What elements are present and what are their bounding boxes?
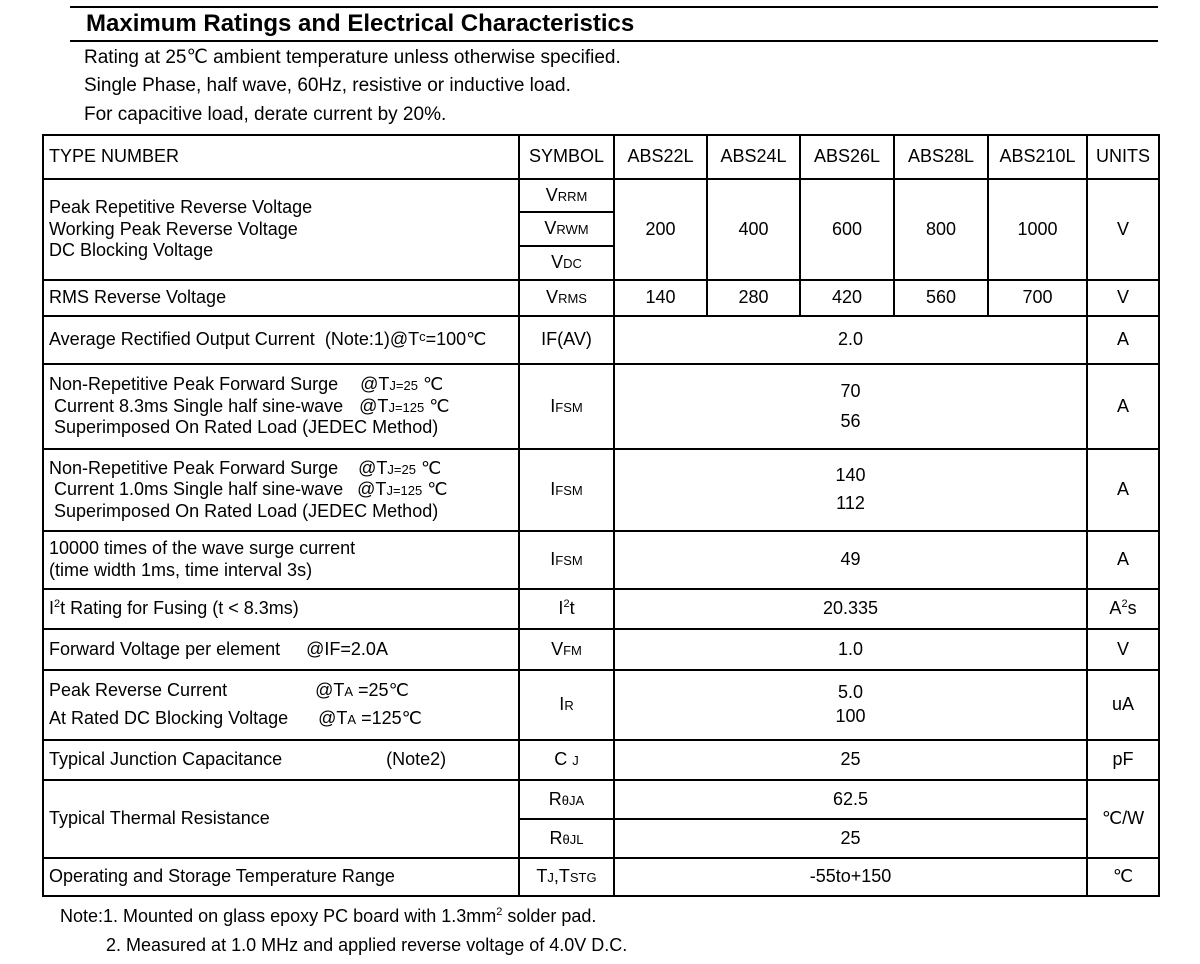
value-cell: 49 [614,531,1087,589]
avg-current-row [43,316,1159,364]
value-cell: 1000 [988,179,1087,280]
symbol-ifsm: IFSM [519,364,614,449]
wave-surge-desc: 10000 times of the wave surge current (time width 1ms, time interval 3s) [43,531,519,589]
surge-1-0ms-desc: Non-Repetitive Peak Forward Surge @TJ=25 ℃ Current 1.0ms Single half sine-wave @TJ=125 ℃ Superimposed On Rated Load (JEDEC Method) [43,449,519,531]
reverse-current-desc: Peak Reverse Current @TA =25℃ At Rated DC Blocking Voltage @TA =125℃ [43,670,519,740]
value-cell: 20.335 [614,589,1087,629]
units-header: UNITS [1087,135,1159,179]
unit-cell: V [1087,629,1159,670]
model-header: ABS26L [800,135,894,179]
symbol-vrwm: VRWM [519,212,614,246]
capacitance-desc: Typical Junction Capacitance (Note2) [43,740,519,780]
symbol-vfm: VFM [519,629,614,670]
note-2: 2. Measured at 1.0 MHz and applied reverse voltage of 4.0V D.C. [106,935,628,955]
thermal-resistance-desc: Typical Thermal Resistance [43,780,519,858]
unit-cell: V [1087,280,1159,316]
symbol-ir: IR [519,670,614,740]
symbol-i2t: $I^2t$ [519,589,614,629]
rms-voltage-row [43,280,1159,316]
unit-cell: ℃/W [1087,780,1159,858]
model-header: ABS22L [614,135,707,179]
i2t-desc: $I^2t$ Rating for Fusing (t < 8.3ms) [43,589,519,629]
section-title: Maximum Ratings and Electrical Characteristics [86,10,635,37]
unit-cell: V [1087,179,1159,280]
symbol-rthja: RθJA [519,780,614,819]
temperature-range-desc: Operating and Storage Temperature Range [43,858,519,896]
value-cell: 25 [614,819,1087,858]
surge-1-0ms-row [43,449,1159,531]
temperature-range-row [43,858,1159,896]
ratings-table [42,134,1160,897]
condition-ambient: Rating at 25℃ ambient temperature unless otherwise specified. [84,47,621,68]
symbol-ifav: IF(AV) [519,316,614,364]
title-underline [70,40,1158,42]
value-cell: 140 [614,280,707,316]
value-cell: 25 [614,740,1087,780]
forward-voltage-desc: Forward Voltage per element @IF=2.0A [43,629,519,670]
i2t-row [43,589,1159,629]
value-cell: 600 [800,179,894,280]
unit-cell: A [1087,316,1159,364]
capacitance-row [43,740,1159,780]
model-header: ABS24L [707,135,800,179]
surge-8-3ms-desc: Non-Repetitive Peak Forward Surge @TJ=25 ℃ Current 8.3ms Single half sine-wave @TJ=125 ℃ Superimposed On Rated Load (JEDEC Method) [43,364,519,449]
value-cell: -55to+150 [614,858,1087,896]
header-row [43,135,1159,179]
symbol-cj: C J [519,740,614,780]
symbol-tj-tstg: TJ,TSTG [519,858,614,896]
value-cell: 800 [894,179,988,280]
unit-cell: A [1087,449,1159,531]
value-cell: 420 [800,280,894,316]
unit-cell: ℃ [1087,858,1159,896]
model-header: ABS28L [894,135,988,179]
value-cell: 560 [894,280,988,316]
avg-current-desc: Average Rectified Output Current (Note:1) @T c =100℃ [43,316,519,364]
unit-cell: $A^2s$ [1087,589,1159,629]
thermal-resistance-row [43,780,1159,819]
rms-voltage-desc: RMS Reverse Voltage [43,280,519,316]
note-1: Note:1. Mounted on glass epoxy PC board with $1.3mm^2$ solder pad. [60,906,597,926]
model-header: ABS210L [988,135,1087,179]
symbol-vrms: VRMS [519,280,614,316]
unit-cell: pF [1087,740,1159,780]
value-cell: 280 [707,280,800,316]
unit-cell: A [1087,364,1159,449]
peak-voltage-row [43,179,1159,212]
condition-derate: For capacitive load, derate current by 20%. [84,104,447,125]
value-cell: 2.0 [614,316,1087,364]
top-rule [70,6,1158,8]
reverse-current-row [43,670,1159,740]
value-cell: 700 [988,280,1087,316]
symbol-vrrm: VRRM [519,179,614,212]
symbol-rthjl: RθJL [519,819,614,858]
condition-phase: Single Phase, half wave, 60Hz, resistive or inductive load. [84,75,571,96]
value-cell: 400 [707,179,800,280]
peak-voltage-desc: Peak Repetitive Reverse Voltage Working Peak Reverse Voltage DC Blocking Voltage [43,179,519,280]
value-cell: 5.0 100 [614,670,1087,740]
surge-8-3ms-row [43,364,1159,449]
value-cell: 200 [614,179,707,280]
value-cell: 140 112 [614,449,1087,531]
unit-cell: uA [1087,670,1159,740]
unit-cell: A [1087,531,1159,589]
value-cell: 1.0 [614,629,1087,670]
symbol-vdc: VDC [519,246,614,280]
symbol-header: SYMBOL [519,135,614,179]
symbol-ifsm: IFSM [519,449,614,531]
forward-voltage-row [43,629,1159,670]
symbol-ifsm: IFSM [519,531,614,589]
type-number-header: TYPE NUMBER [43,135,519,179]
value-cell: 62.5 [614,780,1087,819]
value-cell: 70 56 [614,364,1087,449]
wave-surge-row [43,531,1159,589]
